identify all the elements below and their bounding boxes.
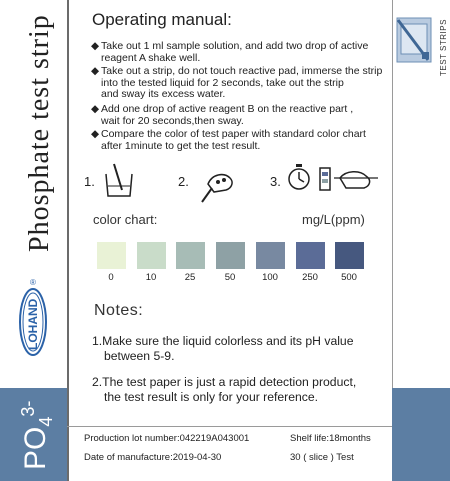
- product-title: Phosphate test strip: [24, 14, 55, 252]
- manufacture-date: Date of manufacture:2019-04-30: [84, 452, 222, 463]
- diamond-bullet-icon: ◆: [91, 65, 100, 77]
- illustration-number-3: 3.: [270, 174, 281, 189]
- hand-strip-icon: [194, 164, 244, 204]
- beaker-dropper-icon: [100, 162, 140, 200]
- chemical-formula: [18, 401, 57, 470]
- formula-base: PO: [19, 426, 52, 470]
- step-3: ◆ Add one drop of active reagent B on the reactive part , wait for 20 seconds,then sway.: [91, 103, 354, 127]
- color-swatch-10: [137, 242, 166, 269]
- test-strips-label: TEST STRIPS: [439, 19, 448, 76]
- color-swatch-50: [216, 242, 245, 269]
- manual-title: Operating manual:: [92, 10, 232, 29]
- formula-superscript: 3-: [18, 400, 38, 417]
- illustration-number-2: 2.: [178, 174, 189, 189]
- lohand-logo: [17, 276, 49, 358]
- swatch-value-0: 0: [108, 272, 114, 283]
- step-2: ◆ Take out a strip, do not touch reactive pad, immerse the strip into the tested liquid for 2 seconds, take out the strip and sway its excess water.: [91, 65, 383, 101]
- note-2: 2.The test paper is just a rapid detection product, the test result is only for your reference.: [92, 375, 357, 404]
- shelf-life: Shelf life:18months: [290, 433, 371, 444]
- swatch-value-50: 50: [224, 272, 236, 283]
- color-swatch-250: [296, 242, 325, 269]
- step-4: ◆ Compare the color of test paper with standard color chart after 1minute to get the test result.: [91, 128, 366, 152]
- diamond-bullet-icon: ◆: [91, 40, 100, 52]
- swatch-value-10: 10: [145, 272, 157, 283]
- footer-divider: [67, 426, 392, 427]
- step-1: ◆ Take out 1 ml sample solution, and add two drop of active reagent A shake well.: [91, 40, 369, 64]
- illustration-number-1: 1.: [84, 174, 95, 189]
- hand-color-compare-icon: [318, 164, 380, 194]
- notes-title: Notes:: [94, 302, 144, 319]
- diamond-bullet-icon: ◆: [91, 128, 100, 140]
- color-swatch-0: [97, 242, 126, 269]
- color-chart-label: color chart:: [93, 212, 158, 227]
- registered-mark: ®: [30, 278, 36, 287]
- color-swatch-25: [176, 242, 205, 269]
- production-lot: Production lot number:042219A043001: [84, 433, 250, 444]
- stopwatch-icon: [286, 162, 312, 192]
- logo-text: LOHAND: [26, 298, 40, 350]
- color-swatch-100: [256, 242, 285, 269]
- swatch-value-100: 100: [262, 272, 278, 283]
- right-bottom-panel: [392, 388, 450, 481]
- swatch-value-500: 500: [341, 272, 357, 283]
- formula-subscript: 4: [36, 416, 56, 427]
- swatch-value-250: 250: [302, 272, 318, 283]
- color-swatch-500: [335, 242, 364, 269]
- diamond-bullet-icon: ◆: [91, 103, 100, 115]
- test-count: 30 ( slice ) Test: [290, 452, 354, 463]
- note-1: 1.Make sure the liquid colorless and its pH value between 5-9.: [92, 334, 354, 363]
- swatch-value-25: 25: [184, 272, 196, 283]
- color-chart-unit: mg/L(ppm): [302, 212, 365, 227]
